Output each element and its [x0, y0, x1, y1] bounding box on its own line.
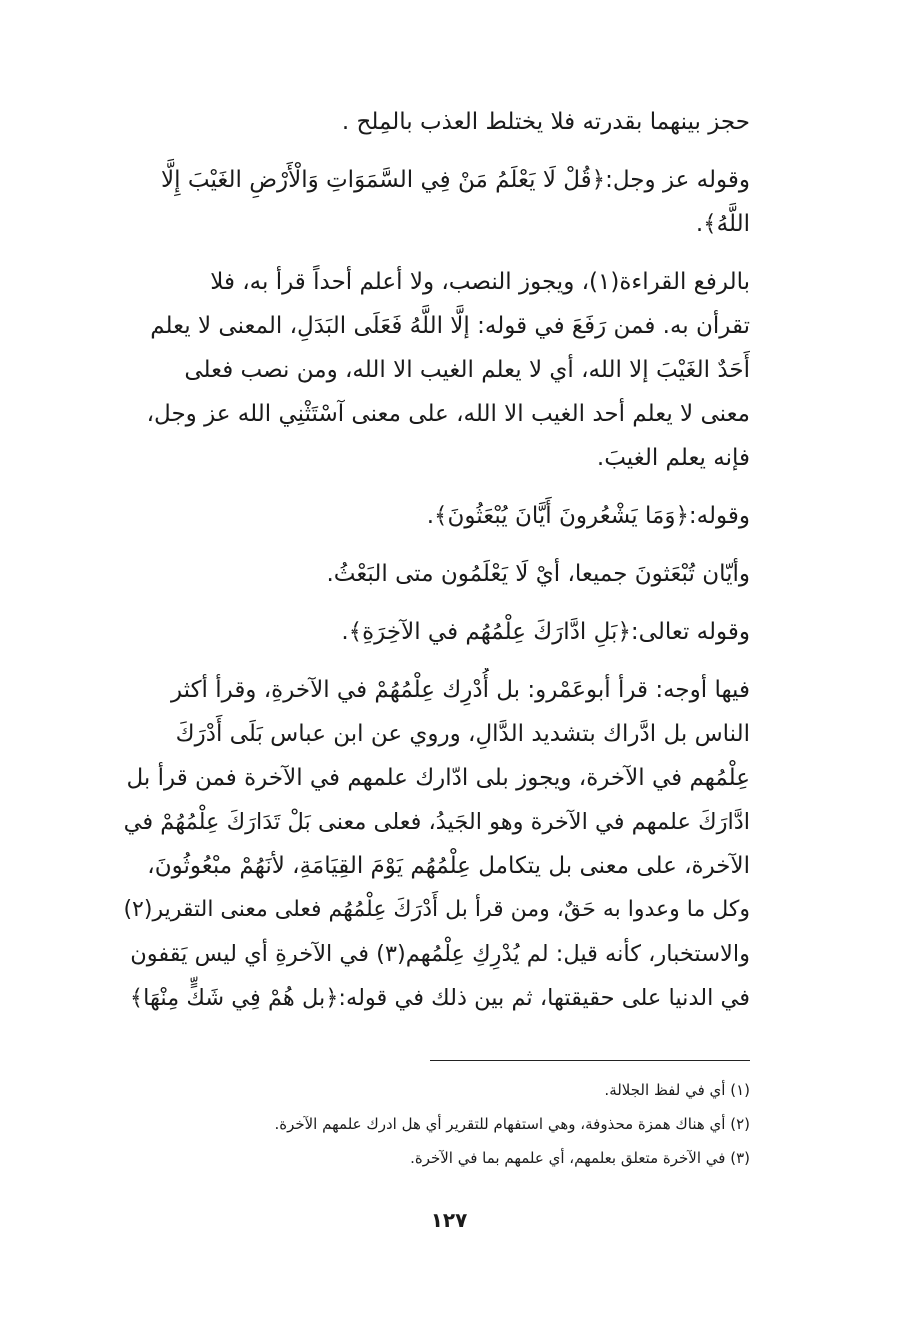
footnote-divider — [430, 1060, 750, 1061]
text-line: حجز بينهما بقدرته فلا يختلط العذب بالمِلح . — [341, 109, 750, 135]
paragraph — [120, 100, 750, 144]
paragraph — [120, 668, 750, 1020]
footnote: (٢) أي هناك همزة محذوفة، وهي استفهام للتقرير أي هل ادرك علمهم الآخرة. — [274, 1115, 750, 1133]
footnote: (١) أي في لفظ الجلالة. — [604, 1081, 750, 1099]
main-text — [120, 100, 750, 1020]
text-line: معنى لا يعلم أحد الغيب الا الله، على معنى آسْتَثْنِي الله عز وجل، — [146, 401, 750, 427]
text-line: ادَّارَكَ علمهم في الآخرة وهو الجَيدُ، فعلى معنى بَلْ تَدَارَكَ عِلْمُهُمْ في — [123, 809, 750, 835]
text-line: وقوله تعالى:﴿بَلِ ادَّارَكَ عِلْمُهُم في الآخِرَةِ﴾. — [341, 619, 750, 645]
text-line: فيها أوجه: قرأ أبوعَمْرو: بل أُدْرِك عِلْمُهُمْ في الآخرةِ، وقرأ أكثر — [170, 677, 750, 703]
paragraph — [120, 494, 750, 538]
text-line: الآخرة، على معنى بل يتكامل عِلْمُهُم يَوْمَ القِيَامَةِ، لأنَهُمْ مبْعُوثُونَ، — [147, 853, 750, 879]
paragraph — [120, 260, 750, 480]
text-line: فإنه يعلم الغيبَ. — [596, 445, 750, 471]
paragraph — [120, 158, 750, 246]
text-line: اللَّهُ﴾. — [695, 211, 750, 237]
footnotes — [120, 1060, 750, 1175]
text-line: وقوله عز وجل:﴿قُلْ لَا يَعْلَمُ مَنْ فِي السَّمَوَاتِ وَالْأَرْضِ الغَيْبَ إِلَّا — [161, 167, 750, 193]
paragraph — [120, 610, 750, 654]
text-line: الناس بل ادَّراك بتشديد الدَّالِ، وروي عن ابن عباس بَلَى أَدْرَكَ — [175, 721, 750, 747]
text-line: وقوله:﴿وَمَا يَشْعُرونَ أَيَّانَ يُبْعَثُونَ﴾. — [426, 503, 750, 529]
text-line: عِلْمُهم في الآخرة، ويجوز بلى ادّارك علمهم في الآخرة فمن قرأ بل — [126, 765, 750, 791]
paragraph — [120, 552, 750, 596]
text-line: أَحَدٌ الغَيْبَ إلا الله، أي لا يعلم الغيب الا الله، ومن نصب فعلى — [184, 357, 750, 383]
footnote: (٣) في الآخرة متعلق بعلمهم، أي علمهم بما في الآخرة. — [410, 1149, 750, 1167]
text-line: وكل ما وعدوا به حَقٌ، ومن قرأ بل أَدْرَكَ عِلْمُهُم فعلى معنى التقرير(٢) — [123, 897, 750, 922]
text-line: في الدنيا على حقيقتها، ثم بين ذلك في قوله:﴿بل هُمْ فِي شَكٍّ مِنْهَا﴾ — [129, 985, 750, 1011]
page-number: ١٢٧ — [430, 1208, 468, 1232]
text-line: بالرفع القراءة(١)، ويجوز النصب، ولا أعلم أحداً قرأ به، فلا — [210, 269, 750, 295]
text-line: والاستخبار، كأنه قيل: لم يُدْرِكِ عِلْمُهم(٣) في الآخرةِ أي ليس يَقفون — [130, 941, 750, 967]
text-line: تقرأن به. فمن رَفَعَ في قوله: إلَّا اللَّهُ فَعَلَى البَدَلِ، المعنى لا يعلم — [150, 313, 750, 339]
text-line: وأيّان تُبْعَثونَ جميعا، أيْ لَا يَعْلَمُون متى البَعْثُ. — [326, 561, 750, 587]
